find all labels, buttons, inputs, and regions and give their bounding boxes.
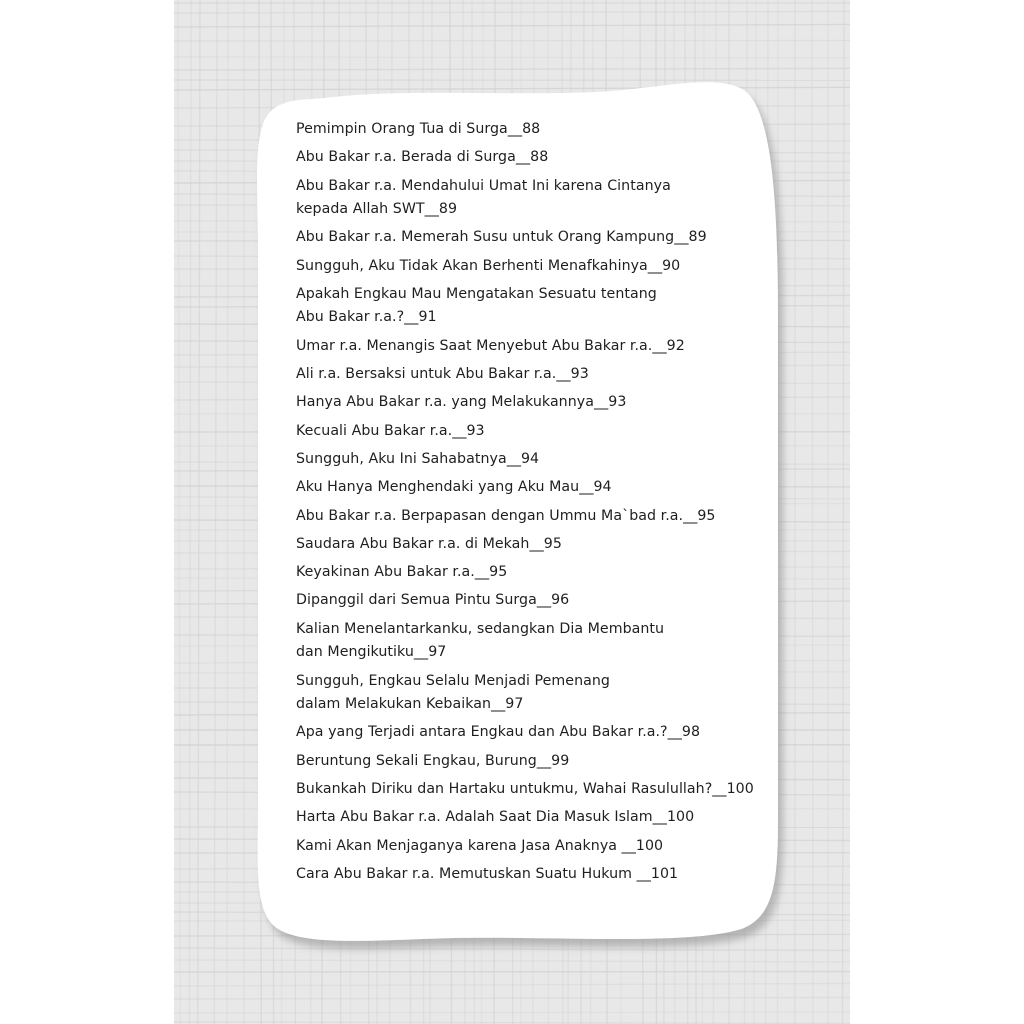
toc-entry: Abu Bakar r.a. Memerah Susu untuk Orang Kampung__89	[296, 229, 707, 246]
toc-entry: Kami Akan Menjaganya karena Jasa Anaknya __100	[296, 837, 664, 854]
toc-entry: Saudara Abu Bakar r.a. di Mekah__95	[296, 535, 562, 552]
toc-entry: Keyakinan Abu Bakar r.a.__95	[296, 564, 508, 581]
toc-entry: Abu Bakar r.a. Berpapasan dengan Ummu Ma`bad r.a.__95	[296, 507, 716, 524]
toc-entry: Apakah Engkau Mau Mengatakan Sesuatu tentang Abu Bakar r.a.?__91	[296, 285, 657, 326]
toc-entry: Abu Bakar r.a. Berada di Surga__88	[296, 149, 549, 166]
toc-entry: Aku Hanya Menghendaki yang Aku Mau__94	[296, 479, 612, 496]
toc-entry: Hanya Abu Bakar r.a. yang Melakukannya__93	[296, 394, 627, 411]
toc-entry: Kalian Menelantarkanku, sedangkan Dia Membantu dan Mengikutiku__97	[296, 620, 665, 661]
toc-entry: Apa yang Terjadi antara Engkau dan Abu Bakar r.a.?__98	[296, 724, 701, 741]
toc-entry: Dipanggil dari Semua Pintu Surga__96	[296, 592, 570, 609]
toc-entry: Sungguh, Aku Tidak Akan Berhenti Menafkahinya__90	[296, 257, 681, 274]
toc-entry: Kecuali Abu Bakar r.a.__93	[296, 422, 485, 439]
toc-entry: Abu Bakar r.a. Mendahului Umat Ini karena Cintanya kepada Allah SWT__89	[296, 177, 671, 218]
toc-entry: Bukankah Diriku dan Hartaku untukmu, Wahai Rasulullah?__100	[296, 780, 754, 797]
toc-entry: Cara Abu Bakar r.a. Memutuskan Suatu Hukum __101	[296, 865, 679, 882]
toc-entry: Pemimpin Orang Tua di Surga__88	[296, 121, 541, 137]
toc-entry: Ali r.a. Bersaksi untuk Abu Bakar r.a.__93	[296, 366, 589, 383]
toc-entry: Umar r.a. Menangis Saat Menyebut Abu Bakar r.a.__92	[296, 337, 685, 354]
table-of-contents	[296, 118, 776, 891]
toc-entry: Harta Abu Bakar r.a. Adalah Saat Dia Masuk Islam__100	[296, 809, 695, 826]
toc-entry: Beruntung Sekali Engkau, Burung__99	[296, 752, 570, 769]
toc-entry: Sungguh, Engkau Selalu Menjadi Pemenang dalam Melakukan Kebaikan__97	[296, 672, 610, 713]
toc-entry: Sungguh, Aku Ini Sahabatnya__94	[296, 450, 540, 467]
